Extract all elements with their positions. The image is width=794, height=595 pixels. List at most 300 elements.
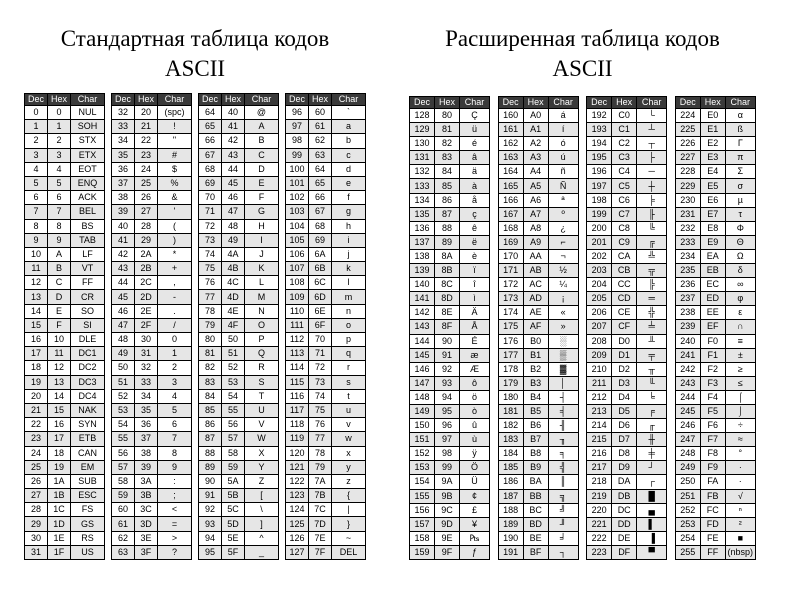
table-row	[25, 233, 105, 247]
char-cell: ╥	[637, 362, 667, 376]
hex-cell: D5	[612, 404, 637, 418]
hex-cell: 89	[435, 235, 460, 249]
char-cell: Ö	[460, 461, 490, 475]
dec-cell: 226	[675, 137, 700, 151]
hex-cell: 44	[222, 162, 245, 176]
table-row	[199, 148, 279, 162]
hex-cell: 13	[48, 375, 71, 389]
dec-cell: 86	[199, 418, 222, 432]
char-cell: ê	[460, 221, 490, 235]
column-header-dec: Dec	[112, 94, 135, 106]
dec-cell: 43	[112, 262, 135, 276]
char-cell: FS	[71, 503, 105, 517]
dec-cell: 17	[25, 347, 48, 361]
dec-cell: 47	[112, 318, 135, 332]
dec-cell: 23	[25, 432, 48, 446]
hex-cell: F7	[700, 433, 725, 447]
hex-cell: BF	[523, 545, 548, 559]
dec-cell: 165	[498, 179, 523, 193]
table-row	[675, 235, 755, 249]
dec-cell: 118	[286, 418, 309, 432]
hex-cell: 86	[435, 193, 460, 207]
hex-cell: E0	[700, 109, 725, 123]
char-cell: CAN	[71, 446, 105, 460]
table-row	[199, 474, 279, 488]
extended-ascii-heading	[410, 24, 755, 84]
char-cell: ]	[245, 517, 279, 531]
hex-cell: 83	[435, 151, 460, 165]
dec-cell: 55	[112, 432, 135, 446]
table-row	[587, 517, 667, 531]
table-row	[25, 432, 105, 446]
dec-cell: 92	[199, 503, 222, 517]
column-header-char: Char	[725, 97, 755, 109]
char-cell: Y	[245, 460, 279, 474]
table-row	[498, 320, 578, 334]
dec-cell: 235	[675, 264, 700, 278]
char-cell: Ç	[460, 109, 490, 123]
char-cell: ╠	[637, 278, 667, 292]
dec-cell: 54	[112, 418, 135, 432]
hex-cell: C8	[612, 221, 637, 235]
table-row	[286, 389, 366, 403]
dec-cell: 59	[112, 489, 135, 503]
hex-cell: 57	[222, 432, 245, 446]
char-cell: V	[245, 418, 279, 432]
hex-cell: A7	[523, 207, 548, 221]
char-cell: `	[332, 106, 366, 120]
table-row	[286, 418, 366, 432]
hex-cell: 1A	[48, 474, 71, 488]
hex-cell: 58	[222, 446, 245, 460]
hex-cell: D7	[612, 433, 637, 447]
char-cell: ;	[158, 489, 192, 503]
dec-cell: 227	[675, 151, 700, 165]
table-row	[25, 276, 105, 290]
char-cell: ╙	[637, 376, 667, 390]
dec-cell: 97	[286, 120, 309, 134]
dec-cell: 130	[410, 137, 435, 151]
standard-ascii-heading	[25, 24, 365, 84]
dec-cell: 128	[410, 109, 435, 123]
hex-cell: C	[48, 276, 71, 290]
hex-cell: 1F	[48, 545, 71, 559]
char-cell: ┴	[637, 123, 667, 137]
table-row	[112, 347, 192, 361]
char-cell: l	[332, 276, 366, 290]
dec-cell: 42	[112, 247, 135, 261]
hex-cell: A	[48, 247, 71, 261]
table-row	[112, 219, 192, 233]
table-row	[675, 137, 755, 151]
hex-cell: 47	[222, 205, 245, 219]
hex-cell: B9	[523, 461, 548, 475]
dec-cell: 237	[675, 292, 700, 306]
hex-cell: 97	[435, 433, 460, 447]
table-row	[410, 235, 490, 249]
dec-cell: 170	[498, 249, 523, 263]
hex-cell: 36	[135, 418, 158, 432]
dec-cell: 88	[199, 446, 222, 460]
hex-cell: E9	[700, 235, 725, 249]
hex-cell: AD	[523, 292, 548, 306]
column-header-hex: Hex	[523, 97, 548, 109]
hex-cell: 2E	[135, 304, 158, 318]
table-header-row	[587, 97, 667, 109]
hex-cell: 33	[135, 375, 158, 389]
dec-cell: 69	[199, 176, 222, 190]
dec-cell: 27	[25, 489, 48, 503]
table-row	[199, 290, 279, 304]
hex-cell: 37	[135, 432, 158, 446]
table-row	[199, 176, 279, 190]
dec-cell: 212	[587, 390, 612, 404]
dec-cell: 154	[410, 475, 435, 489]
dec-cell: 153	[410, 461, 435, 475]
char-cell: -	[158, 290, 192, 304]
hex-cell: D0	[612, 334, 637, 348]
hex-cell: 60	[309, 106, 332, 120]
dec-cell: 87	[199, 432, 222, 446]
dec-cell: 199	[587, 207, 612, 221]
dec-cell: 254	[675, 531, 700, 545]
dec-cell: 181	[498, 404, 523, 418]
table-row	[675, 179, 755, 193]
hex-cell: B7	[523, 433, 548, 447]
dec-cell: 19	[25, 375, 48, 389]
table-row	[410, 179, 490, 193]
table-row	[286, 148, 366, 162]
hex-cell: 4	[48, 162, 71, 176]
char-cell: ▌	[637, 517, 667, 531]
char-cell: Γ	[725, 137, 755, 151]
table-row	[112, 205, 192, 219]
dec-cell: 205	[587, 292, 612, 306]
hex-cell: B3	[523, 376, 548, 390]
column-header-hex: Hex	[309, 94, 332, 106]
char-cell: ╧	[637, 320, 667, 334]
hex-cell: 5	[48, 176, 71, 190]
table-row	[587, 179, 667, 193]
dec-cell: 224	[675, 109, 700, 123]
hex-cell: CB	[612, 264, 637, 278]
char-cell: A	[245, 120, 279, 134]
dec-cell: 222	[587, 531, 612, 545]
hex-cell: 5D	[222, 517, 245, 531]
char-cell: Ñ	[548, 179, 578, 193]
hex-cell: 2C	[135, 276, 158, 290]
extended-block-2	[498, 96, 579, 560]
hex-cell: 70	[309, 333, 332, 347]
table-row	[587, 545, 667, 559]
standard-block-2	[111, 93, 192, 560]
table-row	[675, 545, 755, 559]
hex-cell: 87	[435, 207, 460, 221]
dec-cell: 167	[498, 207, 523, 221]
char-cell: TAB	[71, 233, 105, 247]
char-cell: ε	[725, 306, 755, 320]
char-cell: v	[332, 418, 366, 432]
table-row	[587, 489, 667, 503]
table-row	[675, 461, 755, 475]
char-cell: ╟	[637, 207, 667, 221]
dec-cell: 177	[498, 348, 523, 362]
dec-cell: 119	[286, 432, 309, 446]
table-row	[498, 461, 578, 475]
char-cell: 8	[158, 446, 192, 460]
dec-cell: 251	[675, 489, 700, 503]
char-cell: ò	[460, 404, 490, 418]
dec-cell: 246	[675, 419, 700, 433]
hex-cell: C7	[612, 207, 637, 221]
hex-cell: 27	[135, 205, 158, 219]
table-row	[498, 137, 578, 151]
hex-cell: 4C	[222, 276, 245, 290]
char-cell: X	[245, 446, 279, 460]
table-row	[587, 334, 667, 348]
char-cell: _	[245, 545, 279, 559]
table-header-row	[498, 97, 578, 109]
char-cell: ¢	[460, 489, 490, 503]
dec-cell: 114	[286, 361, 309, 375]
dec-cell: 67	[199, 148, 222, 162]
table-row	[498, 193, 578, 207]
hex-cell: F8	[700, 447, 725, 461]
hex-cell: E2	[700, 137, 725, 151]
char-cell: 6	[158, 418, 192, 432]
char-cell: ENQ	[71, 176, 105, 190]
dec-cell: 190	[498, 531, 523, 545]
hex-cell: AF	[523, 320, 548, 334]
char-cell: DLE	[71, 333, 105, 347]
table-row	[286, 474, 366, 488]
table-row	[498, 545, 578, 559]
table-row	[25, 290, 105, 304]
hex-cell: E8	[700, 221, 725, 235]
hex-cell: 3E	[135, 531, 158, 545]
dec-cell: 195	[587, 151, 612, 165]
char-cell: DC1	[71, 347, 105, 361]
table-row	[675, 517, 755, 531]
column-header-char: Char	[158, 94, 192, 106]
dec-cell: 211	[587, 376, 612, 390]
dec-cell: 58	[112, 474, 135, 488]
hex-cell: AC	[523, 278, 548, 292]
extended-ascii-table	[409, 96, 755, 564]
dec-cell: 71	[199, 205, 222, 219]
char-cell: I	[245, 233, 279, 247]
table-row	[25, 106, 105, 120]
table-row	[112, 247, 192, 261]
hex-cell: CA	[612, 249, 637, 263]
char-cell: ∩	[725, 320, 755, 334]
dec-cell: 103	[286, 205, 309, 219]
dec-cell: 196	[587, 165, 612, 179]
table-row	[587, 165, 667, 179]
hex-cell: DB	[612, 489, 637, 503]
hex-cell: BB	[523, 489, 548, 503]
table-row	[498, 404, 578, 418]
table-row	[587, 531, 667, 545]
dec-cell: 210	[587, 362, 612, 376]
table-row	[410, 193, 490, 207]
dec-cell: 11	[25, 262, 48, 276]
dec-cell: 202	[587, 249, 612, 263]
table-row	[410, 278, 490, 292]
hex-cell: EE	[700, 306, 725, 320]
hex-cell: BD	[523, 517, 548, 531]
char-cell: ⌠	[725, 390, 755, 404]
hex-cell: F1	[700, 348, 725, 362]
char-cell: µ	[725, 193, 755, 207]
table-row	[199, 134, 279, 148]
dec-cell: 9	[25, 233, 48, 247]
char-cell: O	[245, 318, 279, 332]
hex-cell: AB	[523, 264, 548, 278]
dec-cell: 137	[410, 235, 435, 249]
char-cell: ╤	[637, 348, 667, 362]
hex-cell: 66	[309, 191, 332, 205]
hex-cell: 52	[222, 361, 245, 375]
dec-cell: 252	[675, 503, 700, 517]
dec-cell: 76	[199, 276, 222, 290]
table-row	[587, 235, 667, 249]
char-cell: É	[460, 334, 490, 348]
char-cell: ╣	[548, 461, 578, 475]
hex-cell: 1	[48, 120, 71, 134]
table-row	[112, 176, 192, 190]
hex-cell: F3	[700, 376, 725, 390]
hex-cell: 64	[309, 162, 332, 176]
dec-cell: 60	[112, 503, 135, 517]
table-row	[498, 306, 578, 320]
hex-cell: D2	[612, 362, 637, 376]
table-row	[675, 292, 755, 306]
char-cell: z	[332, 474, 366, 488]
hex-cell: B5	[523, 404, 548, 418]
hex-cell: 22	[135, 134, 158, 148]
dec-cell: 75	[199, 262, 222, 276]
char-cell: π	[725, 151, 755, 165]
hex-cell: 5F	[222, 545, 245, 559]
hex-cell: 9	[48, 233, 71, 247]
table-row	[286, 446, 366, 460]
char-cell: 4	[158, 389, 192, 403]
dec-cell: 157	[410, 517, 435, 531]
hex-cell: AE	[523, 306, 548, 320]
table-row	[675, 221, 755, 235]
char-cell: ╩	[637, 249, 667, 263]
table-row	[199, 531, 279, 545]
dec-cell: 172	[498, 278, 523, 292]
dec-cell: 2	[25, 134, 48, 148]
char-cell: BEL	[71, 205, 105, 219]
hex-cell: 75	[309, 403, 332, 417]
char-cell: {	[332, 489, 366, 503]
dec-cell: 32	[112, 106, 135, 120]
char-cell: ╪	[637, 447, 667, 461]
hex-cell: 15	[48, 403, 71, 417]
char-cell: SYN	[71, 418, 105, 432]
table-row	[675, 193, 755, 207]
dec-cell: 6	[25, 191, 48, 205]
table-row	[587, 123, 667, 137]
dec-cell: 173	[498, 292, 523, 306]
dec-cell: 217	[587, 461, 612, 475]
char-cell: ╛	[548, 531, 578, 545]
hex-cell: 6A	[309, 247, 332, 261]
dec-cell: 25	[25, 460, 48, 474]
char-cell: τ	[725, 207, 755, 221]
hex-cell: 9D	[435, 517, 460, 531]
dec-cell: 8	[25, 219, 48, 233]
char-cell: s	[332, 375, 366, 389]
table-row	[286, 162, 366, 176]
table-row	[410, 123, 490, 137]
table-row	[199, 446, 279, 460]
char-cell: ¡	[548, 292, 578, 306]
hex-cell: B0	[523, 334, 548, 348]
hex-cell: 3	[48, 148, 71, 162]
table-row	[410, 419, 490, 433]
char-cell: æ	[460, 348, 490, 362]
dec-cell: 180	[498, 390, 523, 404]
dec-cell: 106	[286, 247, 309, 261]
dec-cell: 191	[498, 545, 523, 559]
table-row	[25, 191, 105, 205]
standard-block-3	[198, 93, 279, 560]
table-row	[410, 264, 490, 278]
table-row	[286, 276, 366, 290]
char-cell: y	[332, 460, 366, 474]
dec-cell: 161	[498, 123, 523, 137]
dec-cell: 53	[112, 403, 135, 417]
char-cell: ·	[725, 475, 755, 489]
table-row	[112, 517, 192, 531]
char-cell: DC4	[71, 389, 105, 403]
hex-cell: 46	[222, 191, 245, 205]
table-row	[675, 531, 755, 545]
table-row	[25, 474, 105, 488]
char-cell: p	[332, 333, 366, 347]
dec-cell: 121	[286, 460, 309, 474]
table-row	[410, 137, 490, 151]
dec-cell: 218	[587, 475, 612, 489]
dec-cell: 230	[675, 193, 700, 207]
column-header-char: Char	[332, 94, 366, 106]
char-cell: ^	[245, 531, 279, 545]
hex-cell: 7A	[309, 474, 332, 488]
hex-cell: 39	[135, 460, 158, 474]
dec-cell: 123	[286, 489, 309, 503]
hex-cell: 8A	[435, 249, 460, 263]
char-cell: ï	[460, 264, 490, 278]
hex-cell: C1	[612, 123, 637, 137]
hex-cell: 20	[135, 106, 158, 120]
char-cell: i	[332, 233, 366, 247]
hex-cell: 93	[435, 376, 460, 390]
char-cell: L	[245, 276, 279, 290]
dec-cell: 102	[286, 191, 309, 205]
hex-cell: 6	[48, 191, 71, 205]
char-cell: 5	[158, 403, 192, 417]
table-row	[410, 165, 490, 179]
hex-cell: 28	[135, 219, 158, 233]
char-cell: 7	[158, 432, 192, 446]
column-header-dec: Dec	[25, 94, 48, 106]
char-cell: °	[725, 447, 755, 461]
table-header-row	[199, 94, 279, 106]
